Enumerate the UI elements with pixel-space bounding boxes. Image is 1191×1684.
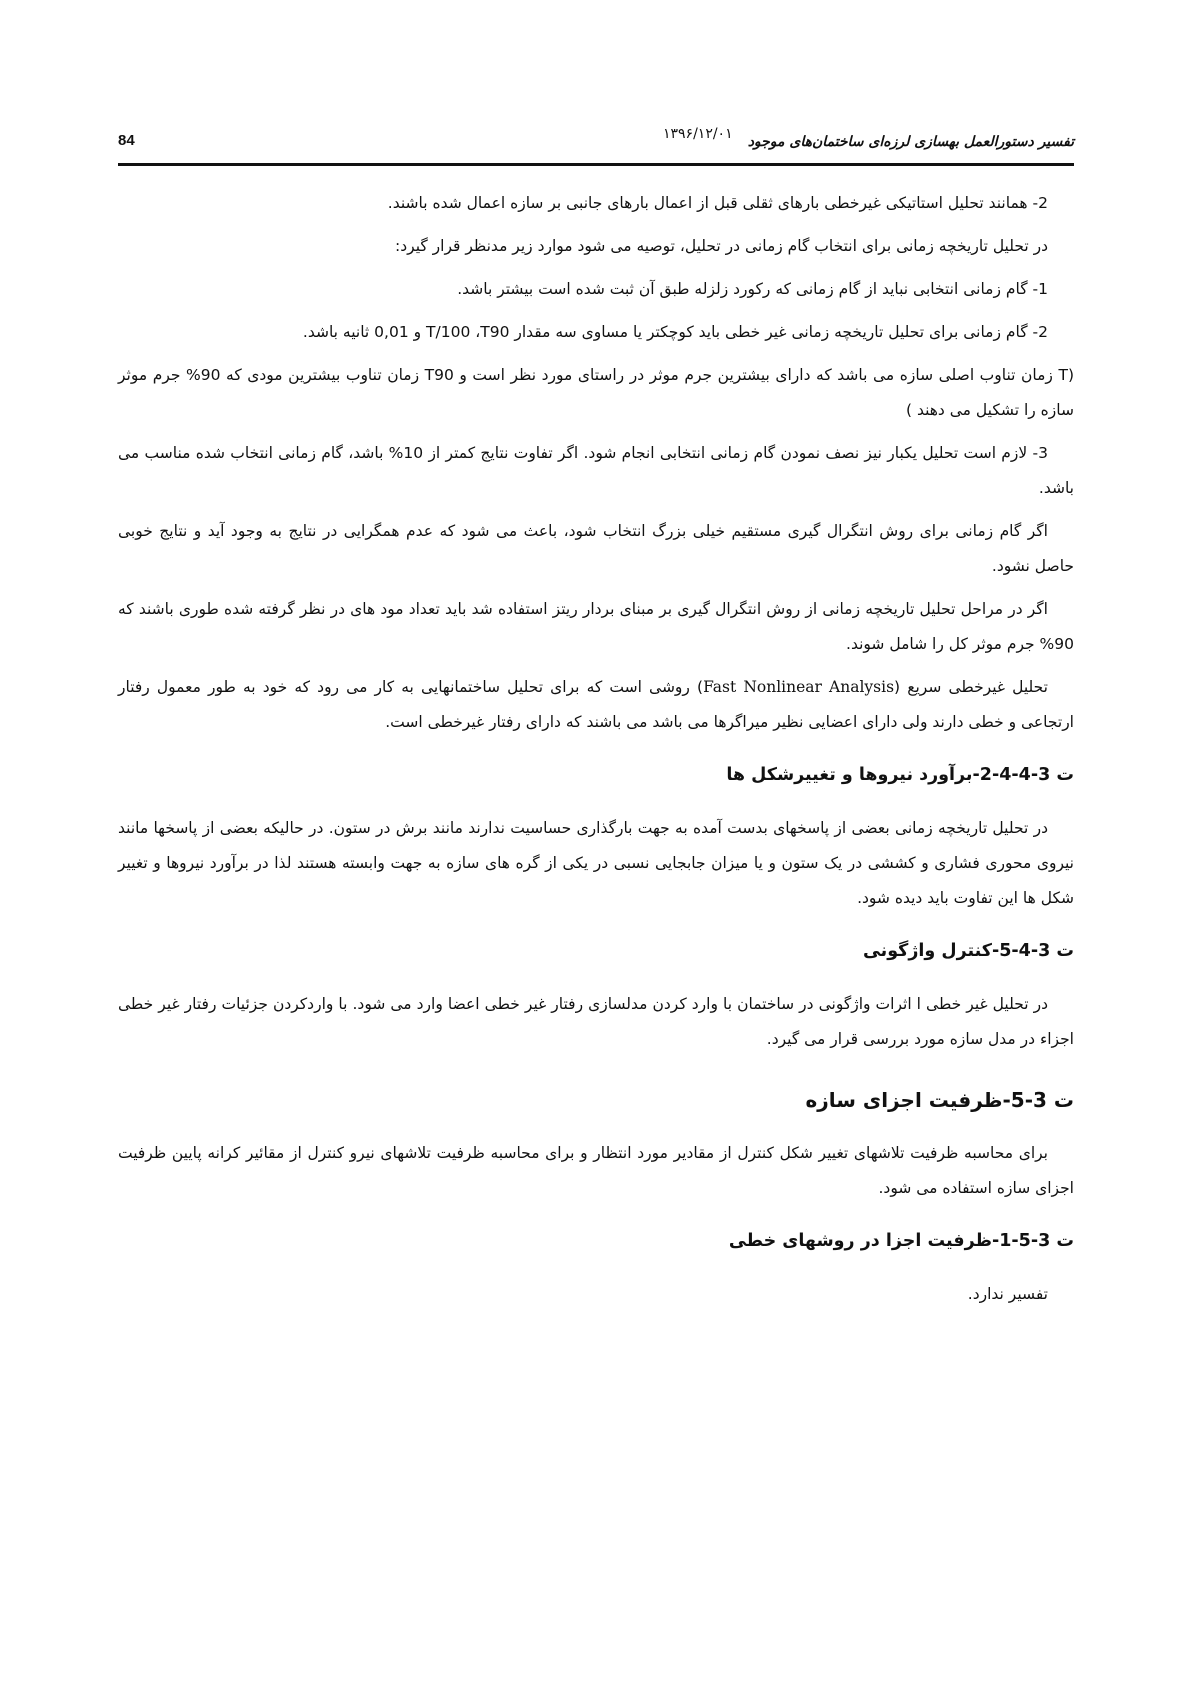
- header-title: تفسیر دستورالعمل بهسازی لرزه‌ای ساختمان‌های موجود: [747, 134, 1074, 150]
- paragraph: 1- گام زمانی انتخابی نباید از گام زمانی که رکورد زلزله طبق آن ثبت شده است بیشتر باشد.: [457, 280, 1048, 298]
- paragraph-text: تحلیل غیرخطی سریع (: [894, 678, 1048, 696]
- latin-term: Fast Nonlinear Analysis: [703, 678, 895, 696]
- page-header: [118, 126, 1074, 166]
- paragraph: در تحلیل غیر خطی ا اثرات واژگونی در ساختمان با وارد کردن مدلسازی رفتار غیر خطی اعضا وارد می شود. با واردکردن جزئیات رفتار غیر خطی اجزاء در مدل سازه مورد بررسی قرار می گیرد.: [118, 995, 1074, 1048]
- paragraph: اگر گام زمانی برای روش انتگرال گیری مستقیم خیلی بزرگ انتخاب شود، باعث می شود که عدم همگرایی در نتایج به وجود آید و نتایج خوبی حاصل نشود.: [118, 522, 1074, 575]
- paragraph-text: ) روشی است که برای تحلیل ساختمانهایی به کار می رود که خود به طور معمول رفتار ارتجاعی و خطی دارند ولی دارای اعضایی نظیر میراگرها می باشد می باشند که دارای رفتار غیرخطی است.: [118, 678, 1074, 731]
- paragraph: 2- همانند تحلیل استاتیکی غیرخطی بارهای ثقلی قبل از اعمال بارهای جانبی بر سازه اعمال شده باشند.: [387, 194, 1048, 212]
- section-heading: ت 3-5-ظرفیت اجزای سازه: [805, 1088, 1074, 1112]
- paragraph: اگر در مراحل تحلیل تاریخچه زمانی از روش انتگرال گیری بر مبنای بردار ریتز استفاده شد باید تعداد مود های در نظر گرفته شده طوری باشند که 90% جرم موثر کل را شامل شوند.: [118, 600, 1074, 653]
- paragraph: در تحلیل تاریخچه زمانی بعضی از پاسخهای بدست آمده به جهت بارگذاری حساسیت ندارند مانند برش در ستون. در حالیکه بعضی از پاسخها مانند نیروی محوری فشاری و کششی در یک ستون و یا میزان جابجایی نسبی در یکی از گره های سازه به جهت وابسته هستند لذا در برآورد نیروها و تغییر شکل ها این تفاوت باید دیده شود.: [118, 819, 1074, 907]
- document-body: [118, 186, 1074, 1320]
- section-heading: ت 3-4-5-کنترل واژگونی: [862, 941, 1074, 961]
- paragraph: در تحلیل تاریخچه زمانی برای انتخاب گام زمانی در تحلیل، توصیه می شود موارد زیر مدنظر قرار گیرد:: [395, 237, 1048, 255]
- header-date: ۱۳۹۶/۱۲/۰۱: [663, 126, 733, 142]
- page-number: 84: [118, 132, 135, 149]
- header-rule: [118, 163, 1074, 166]
- section-heading: ت 3-5-1-ظرفیت اجزا در روشهای خطی: [728, 1231, 1074, 1251]
- paragraph: (T زمان تناوب اصلی سازه می باشد که دارای بیشترین جرم موثر در راستای مورد نظر است و T90 زمان تناوب بیشترین مودی که 90% جرم موثر سازه را تشکیل می دهند ): [118, 366, 1074, 419]
- paragraph: 3- لازم است تحلیل یکبار نیز نصف نمودن گام زمانی انتخابی انجام شود. اگر تفاوت نتایج کمتر از 10% باشد، گام زمانی انتخاب شده مناسب می باشد.: [118, 444, 1074, 497]
- paragraph: 2- گام زمانی برای تحلیل تاریخچه زمانی غیر خطی باید کوچکتر یا مساوی سه مقدار T/100 ،T90 و 0,01 ثانیه باشد.: [302, 323, 1048, 341]
- paragraph: برای محاسبه ظرفیت تلاشهای تغییر شکل کنترل از مقادیر مورد انتظار و برای محاسبه ظرفیت تلاشهای نیرو کنترل از مقائیر کرانه پایین ظرفیت اجزای سازه استفاده می شود.: [118, 1144, 1074, 1197]
- paragraph: تفسیر ندارد.: [967, 1285, 1048, 1303]
- section-heading: ت 3-4-4-2-برآورد نیروها و تغییرشکل ها: [726, 765, 1074, 785]
- paragraph: [118, 670, 1074, 740]
